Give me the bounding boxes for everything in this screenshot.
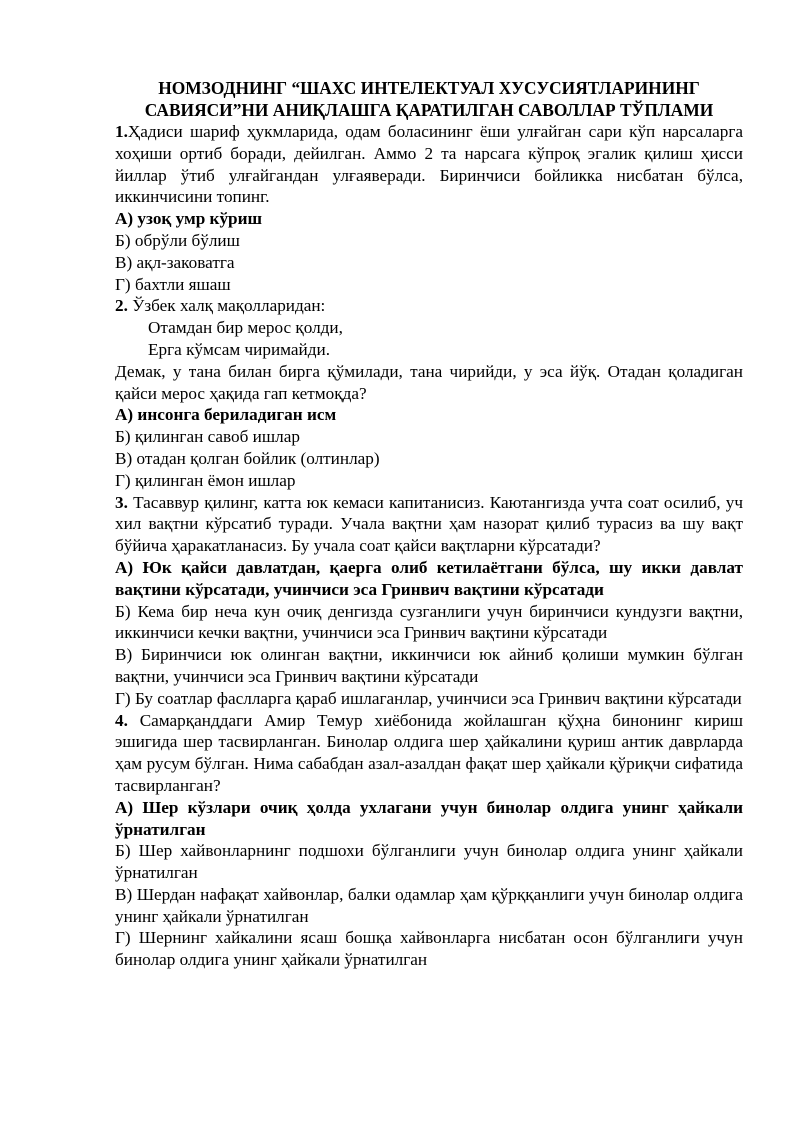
answer-c: В) ақл-заковатга [115, 252, 235, 272]
document-title [115, 77, 743, 121]
answer-b: Б) обрўли бўлиш [115, 230, 240, 250]
answer-a: А) инсонга бериладиган исм [115, 405, 337, 425]
answer-c: В) Шердан нафақат хайвонлар, балки одамлар ҳам қўрққанлиги учун бинолар олдига унинг ҳайкали ўрнатилган [115, 884, 743, 926]
question-text-continued: Демак, у тана билан бирга қўмилади, тана чирийди, у эса йўқ. Отадан қоладиган қайси мерос ҳақида гап кетмоқда? [115, 361, 743, 403]
question-number: 1. [115, 122, 128, 141]
question-number: 4. [115, 710, 128, 730]
question-body: Ўзбек халқ мақолларидан: [132, 296, 326, 316]
proverb-line-2: Ерга кўмсам чиримайди. [148, 339, 330, 359]
answer-a: А) Шер кўзлари очиқ ҳолда ухлагани учун бинолар олдига унинг ҳайкали ўрнатилган [115, 797, 743, 839]
answer-b: Б) қилинган савоб ишлар [115, 427, 300, 447]
answer-d: Г) қилинган ёмон ишлар [115, 470, 296, 490]
answer-d: Г) бахтли яшаш [115, 274, 231, 294]
title-line-1: НОМЗОДНИНГ “ШАХС ИНТЕЛЕКТУАЛ ХУСУСИЯТЛАРИНИНГ [158, 78, 700, 98]
answer-b: Б) Кема бир неча кун очиқ денгизда сузганлиги учун биринчиси кундузги вақтни, иккинчиси кечки вақтни, учинчиси эса Гринвич вақтини кўрсатади [115, 601, 743, 643]
proverb-line-1: Отамдан бир мерос қолди, [148, 318, 343, 338]
title-line-2: САВИЯСИ”НИ АНИҚЛАШГА ҚАРАТИЛГАН САВОЛЛАР ТЎПЛАМИ [144, 100, 714, 120]
question-2 [115, 295, 743, 491]
answer-b: Б) Шер хайвонларнинг подшохи бўлганлиги учун бинолар олдига унинг ҳайкали ўрнатилган [115, 841, 743, 883]
question-3 [115, 492, 743, 710]
answer-d: Г) Шернинг хайкалини ясаш бошқа хайвонларга нисбатан осон бўлганлиги учун бинолар олдига унинг ҳайкали ўрнатилган [115, 928, 743, 970]
document-page [115, 77, 743, 971]
question-text [115, 492, 743, 557]
question-body: Самарқанддаги Амир Темур хиёбонида жойлашган қўҳна бинонинг кириш эшигида шер тасвирланган. Бинолар олдига шер ҳайкалини қуриш антик даврларда ҳам русум бўлган. Нима сабабдан азал-азалдан фақат шер ҳайкали қўриқчи сифатида тасвирланган? [115, 710, 743, 795]
question-number: 2. [115, 296, 128, 316]
answer-c: В) Биринчиси юк олинган вақтни, иккинчиси юк айниб қолиши мумкин бўлган вақтни, учинчиси эса Гринвич вақтини кўрсатади [115, 645, 743, 686]
answer-a: А) узоқ умр кўриш [115, 209, 263, 229]
proverb-quote [115, 317, 743, 361]
question-1 [115, 121, 743, 295]
question-text [115, 121, 743, 208]
question-number: 3. [115, 492, 128, 512]
question-text [115, 295, 743, 317]
question-body: Тасаввур қилинг, катта юк кемаси капитанисиз. Каютангизда учта соат осилиб, уч хил вақтни кўрсатиб туради. Учала вақтни ҳам назорат қилиб турасиз ва шу вақт бўйича ҳаракатланасиз. Бу учала соат қайси вақтларни кўрсатади? [115, 492, 743, 556]
question-text [115, 710, 743, 797]
question-4 [115, 710, 743, 972]
answer-c: В) отадан қолган бойлик (олтинлар) [115, 448, 380, 468]
question-body: Ҳадиси шариф ҳукмларида, одам боласининг ёши улғайган сари кўп нарсаларга хоҳиши ортиб боради, дейилган. Аммо 2 та нарсага кўпроқ эгалик қилиш ҳисси йиллар ўтиб улғайгандан улғаяверади. Биринчиси бойликка нисбатан бўлса, иккинчисини топинг. [115, 122, 743, 207]
answer-a: А) Юк қайси давлатдан, қаерга олиб кетилаётгани бўлса, шу икки давлат вақтини кўрсатади, учинчиси эса Гринвич вақтини кўрсатади [115, 557, 743, 599]
answer-d: Г) Бу соатлар фаслларга қараб ишлаганлар, учинчиси эса Гринвич вақтини кўрсатади [115, 688, 742, 708]
